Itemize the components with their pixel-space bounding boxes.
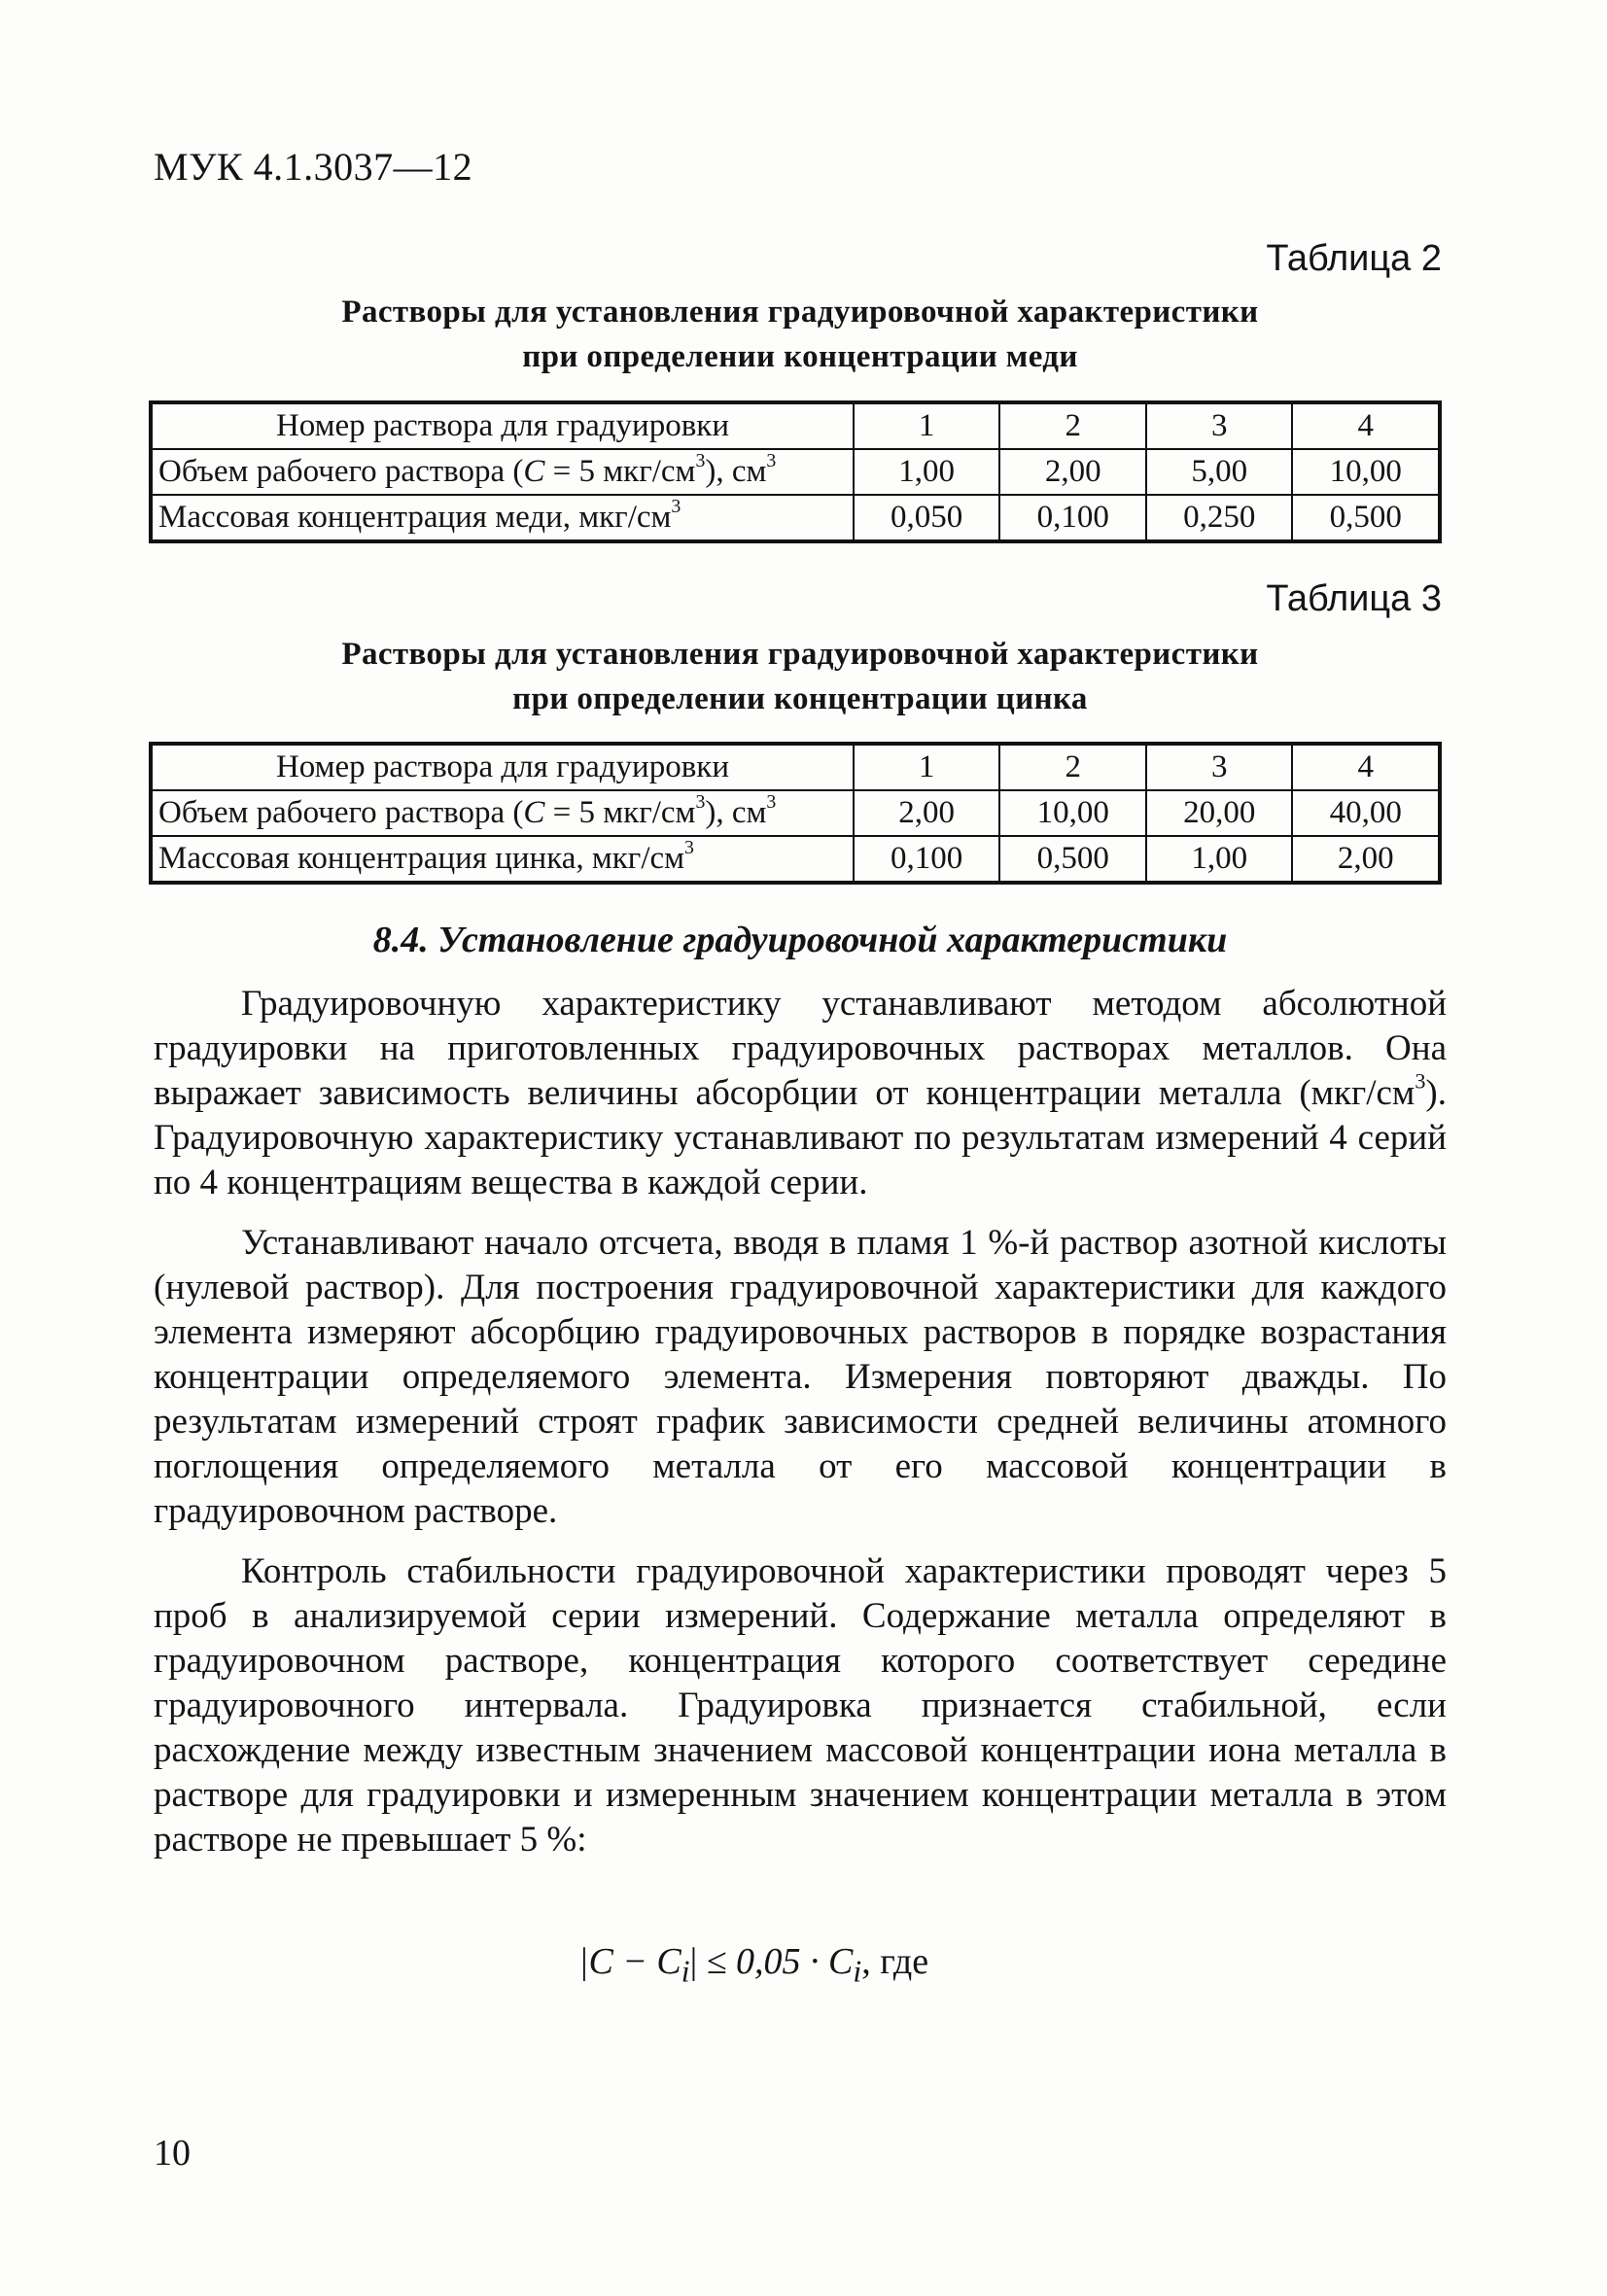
paragraph-1 [154, 982, 1447, 1205]
table-cell-label [151, 790, 854, 836]
variable-c: С [523, 795, 545, 830]
formula-abs-close: | [689, 1941, 698, 1982]
table-cell: 2 [999, 402, 1146, 449]
label-text: ), см [705, 795, 767, 830]
table-row [151, 744, 1440, 790]
table-cell: 10,00 [999, 790, 1146, 836]
table-row [151, 449, 1440, 495]
table-cell-label [151, 836, 854, 883]
variable-c: С [523, 454, 545, 489]
table-3-label: Таблица 3 [1266, 578, 1442, 619]
table-cell: 4 [1292, 402, 1440, 449]
page-number: 10 [154, 2133, 191, 2174]
label-text: = 5 мкг/см [544, 795, 696, 830]
superscript: 3 [695, 450, 706, 472]
section-title: 8.4. Установление градуировочной характеристики [372, 920, 1228, 960]
superscript: 3 [671, 496, 681, 518]
paragraph-3: Контроль стабильности градуировочной характеристики проводят через 5 проб в анализируемой серии измерений. Содержание металла определяют в градуировочном растворе, концентрация которого соответствует середине градуировочного интервала. Градуировка признается стабильной, если расхождение между известным значением массовой концентрации иона металла в растворе для градуировки и измеренным значением концентрации металла в этом растворе не превышает 5 %: [154, 1551, 1447, 1860]
superscript: 3 [684, 837, 694, 859]
table-cell: 0,050 [854, 495, 1000, 541]
table-cell-label: Номер раствора для градуировки [151, 744, 854, 790]
paragraph-2: Устанавливают начало отсчета, вводя в пламя 1 %-й раствор азотной кислоты (нулевой раствор). Для построения градуировочной характеристики для каждого элемента измеряют абсорбцию градуировочных растворов в порядке возрастания концентрации определяемого элемента. Измерения повторяют дважды. По результатам измерений строят график зависимости средней величины атомного поглощения определяемого металла от его массовой концентрации в градуировочном растворе. [154, 1223, 1447, 1531]
table-cell: 0,100 [999, 495, 1146, 541]
table-cell: 3 [1146, 402, 1293, 449]
paragraph-text: Градуировочную характеристику устанавливают методом абсолютной градуировки на приготовленных градуировочных растворах металлов. Она выражает зависимость величины абсорбции от концентрации металла (мкг/см [154, 984, 1447, 1113]
table-3 [149, 742, 1442, 885]
formula-subscript: i [853, 1954, 862, 1989]
table-cell-label: Номер раствора для градуировки [151, 402, 854, 449]
table-cell: 2,00 [854, 790, 1000, 836]
table-cell: 4 [1292, 744, 1440, 790]
table-cell: 1,00 [854, 449, 1000, 495]
superscript: 3 [695, 791, 706, 814]
superscript: 3 [766, 450, 777, 472]
formula-tail: , где [861, 1941, 929, 1982]
superscript: 3 [1415, 1068, 1426, 1094]
formula [578, 1940, 928, 1990]
label-text: Массовая концентрация меди, мкг/см [158, 500, 672, 535]
body-text [154, 982, 1447, 1862]
table-cell: 1 [854, 744, 1000, 790]
superscript: 3 [766, 791, 777, 814]
paragraph-text: ). Градуировочную характеристику устанавливают по результатам измерений 4 серий по 4 концентрациям вещества в каждой серии. [154, 1073, 1447, 1202]
table-cell: 1 [854, 402, 1000, 449]
table-cell: 2,00 [999, 449, 1146, 495]
label-text: Объем рабочего раствора ( [158, 795, 524, 830]
table-3-caption-line-2: при определении концентрации цинка [512, 681, 1088, 716]
table-cell: 2,00 [1292, 836, 1440, 883]
table-cell: 0,500 [1292, 495, 1440, 541]
table-3-caption [154, 632, 1447, 721]
table-cell-label [151, 495, 854, 541]
table-cell: 5,00 [1146, 449, 1293, 495]
table-2-caption-line-2: при определении концентрации меди [522, 339, 1078, 374]
label-text: Массовая концентрация цинка, мкг/см [158, 841, 685, 876]
formula-lhs: |C − C [578, 1941, 681, 1982]
table-cell-label [151, 449, 854, 495]
table-2-caption-line-1: Растворы для установления градуировочной характеристики [341, 295, 1259, 330]
table-cell: 3 [1146, 744, 1293, 790]
table-2-label: Таблица 2 [1266, 238, 1442, 279]
label-text: ), см [705, 454, 767, 489]
table-2-caption [154, 290, 1447, 379]
table-row [151, 402, 1440, 449]
table-cell: 0,100 [854, 836, 1000, 883]
formula-subscript: i [681, 1954, 690, 1989]
label-text: = 5 мкг/см [544, 454, 696, 489]
table-row [151, 790, 1440, 836]
table-cell: 40,00 [1292, 790, 1440, 836]
table-row [151, 836, 1440, 883]
table-2 [149, 400, 1442, 543]
table-cell: 10,00 [1292, 449, 1440, 495]
table-cell: 1,00 [1146, 836, 1293, 883]
table-cell: 0,250 [1146, 495, 1293, 541]
label-text: Объем рабочего раствора ( [158, 454, 524, 489]
table-3-caption-line-1: Растворы для установления градуировочной характеристики [341, 637, 1259, 672]
document-code: МУК 4.1.3037—12 [154, 145, 473, 189]
table-cell: 0,500 [999, 836, 1146, 883]
table-cell: 20,00 [1146, 790, 1293, 836]
table-cell: 2 [999, 744, 1146, 790]
table-row [151, 495, 1440, 541]
formula-op: ≤ 0,05 · C [697, 1941, 854, 1982]
